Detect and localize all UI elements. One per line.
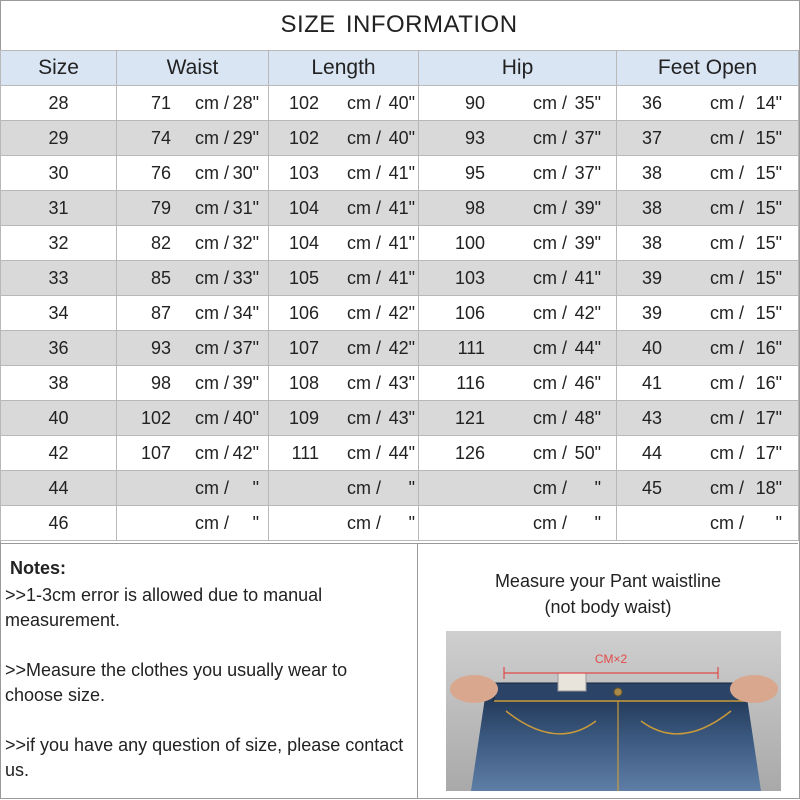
- hip-cm-value: 98: [464, 197, 485, 218]
- hip-cell: [419, 436, 617, 471]
- waist-cm-value: 82: [150, 232, 171, 253]
- feet-cell: [617, 506, 799, 541]
- feet-cell: [617, 156, 799, 191]
- page-title: [0, 0, 798, 51]
- table-row: [1, 471, 799, 506]
- size-cell: 42: [1, 436, 117, 471]
- feet-cm-value: 38: [641, 197, 662, 218]
- waist-unit-separator: cm /: [195, 407, 229, 428]
- waist-inch-value: 40": [232, 407, 259, 428]
- feet-inch-value: 16": [755, 372, 782, 393]
- size-cell: 30: [1, 156, 117, 191]
- feet-inch-value: 17": [755, 407, 782, 428]
- waist-unit-separator: cm /: [195, 372, 229, 393]
- waist-unit-separator: cm /: [195, 267, 229, 288]
- length-cell: [269, 401, 419, 436]
- length-inch-value: 43": [388, 372, 415, 393]
- hip-unit-separator: cm /: [533, 162, 567, 183]
- length-unit-separator: cm /: [347, 92, 381, 113]
- waist-cell: [117, 121, 269, 156]
- length-inch-value: 40": [388, 127, 415, 148]
- hip-cell: [419, 506, 617, 541]
- length-inch-value: 41": [388, 267, 415, 288]
- hip-unit-separator: cm /: [533, 512, 567, 533]
- feet-cm-value: 39: [641, 267, 662, 288]
- hip-cm-value: 90: [464, 92, 485, 113]
- notes-panel: [0, 544, 418, 798]
- waist-cm-value: 93: [150, 337, 171, 358]
- waist-inch-value: ": [252, 477, 259, 498]
- measure-label: CM×2: [594, 652, 628, 666]
- size-cell: 32: [1, 226, 117, 261]
- length-unit-separator: cm /: [347, 372, 381, 393]
- hip-cell: [419, 121, 617, 156]
- length-cm-value: 106: [288, 302, 319, 323]
- waist-inch-value: 42": [232, 442, 259, 463]
- title-word-2: INFORMATION: [345, 11, 518, 38]
- hip-unit-separator: cm /: [533, 302, 567, 323]
- size-cell: 40: [1, 401, 117, 436]
- waist-cm-value: 76: [150, 162, 171, 183]
- feet-unit-separator: cm /: [710, 127, 744, 148]
- length-unit-separator: cm /: [347, 337, 381, 358]
- feet-inch-value: 14": [755, 92, 782, 113]
- hip-inch-value: 48": [574, 407, 601, 428]
- table-row: [1, 506, 799, 541]
- waist-cm-value: 87: [150, 302, 171, 323]
- table-row: [1, 436, 799, 471]
- table-row: [1, 261, 799, 296]
- size-cell: 44: [1, 471, 117, 506]
- feet-cell: [617, 331, 799, 366]
- length-cm-value: 102: [288, 92, 319, 113]
- hip-cell: [419, 296, 617, 331]
- waist-inch-value: 30": [232, 162, 259, 183]
- waist-unit-separator: cm /: [195, 232, 229, 253]
- measure-caption-line-1: Measure your Pant waistline: [494, 571, 722, 591]
- waist-inch-value: 29": [232, 127, 259, 148]
- feet-cell: [617, 471, 799, 506]
- length-cell: [269, 226, 419, 261]
- table-row: [1, 191, 799, 226]
- feet-unit-separator: cm /: [710, 162, 744, 183]
- feet-cell: [617, 121, 799, 156]
- size-cell: 31: [1, 191, 117, 226]
- length-unit-separator: cm /: [347, 477, 381, 498]
- title-word-1: SIZE: [280, 11, 336, 38]
- waist-inch-value: 37": [232, 337, 259, 358]
- size-cell: 33: [1, 261, 117, 296]
- size-cell: 34: [1, 296, 117, 331]
- waist-cell: [117, 296, 269, 331]
- waist-unit-separator: cm /: [195, 197, 229, 218]
- hip-inch-value: 41": [574, 267, 601, 288]
- right-hand: [730, 675, 778, 703]
- waist-unit-separator: cm /: [195, 337, 229, 358]
- hip-cm-value: 100: [454, 232, 485, 253]
- hip-cm-value: 121: [454, 407, 485, 428]
- hip-cell: [419, 366, 617, 401]
- length-cm-value: 105: [288, 267, 319, 288]
- feet-cell: [617, 261, 799, 296]
- feet-cm-value: 44: [641, 442, 662, 463]
- header-length: Length: [269, 51, 419, 86]
- waist-cm-value: 107: [140, 442, 171, 463]
- length-unit-separator: cm /: [347, 162, 381, 183]
- waist-cell: [117, 226, 269, 261]
- hip-unit-separator: cm /: [533, 372, 567, 393]
- waist-cm-value: 74: [150, 127, 171, 148]
- feet-inch-value: 15": [755, 267, 782, 288]
- length-cm-value: 107: [288, 337, 319, 358]
- waist-inch-value: 31": [232, 197, 259, 218]
- length-inch-value: ": [408, 512, 415, 533]
- measure-panel: [418, 544, 798, 798]
- feet-cell: [617, 296, 799, 331]
- feet-inch-value: 15": [755, 127, 782, 148]
- size-table: [0, 50, 799, 541]
- size-cell: 38: [1, 366, 117, 401]
- feet-cell: [617, 191, 799, 226]
- measure-caption-line-2: (not body waist): [544, 597, 672, 617]
- hip-cell: [419, 191, 617, 226]
- feet-inch-value: 17": [755, 442, 782, 463]
- measure-caption: [418, 568, 798, 620]
- size-cell: 46: [1, 506, 117, 541]
- feet-inch-value: 16": [755, 337, 782, 358]
- hip-cell: [419, 226, 617, 261]
- hip-cm-value: 103: [454, 267, 485, 288]
- size-cell: 29: [1, 121, 117, 156]
- left-hand: [450, 675, 498, 703]
- note-item: >>if you have any question of size, please contact us.: [5, 735, 404, 780]
- hip-inch-value: 39": [574, 232, 601, 253]
- length-inch-value: 41": [388, 232, 415, 253]
- length-cell: [269, 261, 419, 296]
- feet-cm-value: 39: [641, 302, 662, 323]
- length-inch-value: 43": [388, 407, 415, 428]
- hip-inch-value: 50": [574, 442, 601, 463]
- waist-cell: [117, 261, 269, 296]
- feet-cm-value: 43: [641, 407, 662, 428]
- waist-cell: [117, 401, 269, 436]
- table-row: [1, 121, 799, 156]
- waist-inch-value: 39": [232, 372, 259, 393]
- length-unit-separator: cm /: [347, 512, 381, 533]
- hip-cell: [419, 156, 617, 191]
- hip-unit-separator: cm /: [533, 407, 567, 428]
- feet-cell: [617, 226, 799, 261]
- jeans-waist-photo: [446, 631, 781, 791]
- hip-inch-value: 42": [574, 302, 601, 323]
- length-cell: [269, 366, 419, 401]
- feet-unit-separator: cm /: [710, 232, 744, 253]
- header-size: Size: [1, 51, 117, 86]
- jeans-shape: [471, 691, 761, 791]
- waist-cm-value: 79: [150, 197, 171, 218]
- note-item: >>Measure the clothes you usually wear to choose size.: [5, 660, 348, 705]
- hip-cm-value: 95: [464, 162, 485, 183]
- length-cm-value: 103: [288, 162, 319, 183]
- length-unit-separator: cm /: [347, 442, 381, 463]
- table-row: [1, 366, 799, 401]
- waist-unit-separator: cm /: [195, 162, 229, 183]
- waist-inch-value: 28": [232, 92, 259, 113]
- length-cell: [269, 296, 419, 331]
- feet-cm-value: 40: [641, 337, 662, 358]
- waist-cell: [117, 506, 269, 541]
- length-inch-value: 40": [388, 92, 415, 113]
- length-cell: [269, 331, 419, 366]
- length-cm-value: 108: [288, 372, 319, 393]
- hip-inch-value: 44": [574, 337, 601, 358]
- header-waist: Waist: [117, 51, 269, 86]
- waist-unit-separator: cm /: [195, 512, 229, 533]
- feet-unit-separator: cm /: [710, 512, 744, 533]
- length-cell: [269, 191, 419, 226]
- table-row: [1, 86, 799, 121]
- waist-cell: [117, 471, 269, 506]
- waist-inch-value: ": [252, 512, 259, 533]
- length-inch-value: 41": [388, 197, 415, 218]
- waist-unit-separator: cm /: [195, 477, 229, 498]
- feet-cell: [617, 366, 799, 401]
- table-row: [1, 401, 799, 436]
- waist-unit-separator: cm /: [195, 127, 229, 148]
- hip-inch-value: 37": [574, 162, 601, 183]
- hip-inch-value: ": [594, 477, 601, 498]
- waist-cell: [117, 436, 269, 471]
- waist-cell: [117, 331, 269, 366]
- waist-cm-value: 102: [140, 407, 171, 428]
- length-unit-separator: cm /: [347, 302, 381, 323]
- feet-cm-value: 45: [641, 477, 662, 498]
- waist-inch-value: 34": [232, 302, 259, 323]
- feet-unit-separator: cm /: [710, 442, 744, 463]
- hip-unit-separator: cm /: [533, 92, 567, 113]
- table-row: [1, 331, 799, 366]
- hip-cell: [419, 86, 617, 121]
- note-item: >>1-3cm error is allowed due to manual measurement.: [5, 585, 323, 630]
- table-row: [1, 296, 799, 331]
- waist-cm-value: 98: [150, 372, 171, 393]
- length-cm-value: 102: [288, 127, 319, 148]
- length-cell: [269, 471, 419, 506]
- length-cm-value: 111: [291, 442, 319, 463]
- feet-cell: [617, 86, 799, 121]
- length-cell: [269, 156, 419, 191]
- table-row: [1, 226, 799, 261]
- feet-unit-separator: cm /: [710, 92, 744, 113]
- hip-unit-separator: cm /: [533, 477, 567, 498]
- hip-unit-separator: cm /: [533, 232, 567, 253]
- hip-cm-value: 106: [454, 302, 485, 323]
- feet-cm-value: 38: [641, 162, 662, 183]
- header-feet-open: Feet Open: [617, 51, 799, 86]
- notes-heading: Notes:: [10, 558, 67, 578]
- bottom-section: [0, 543, 798, 798]
- hip-cell: [419, 471, 617, 506]
- length-inch-value: ": [408, 477, 415, 498]
- length-cm-value: 104: [288, 232, 319, 253]
- size-cell: 36: [1, 331, 117, 366]
- length-cell: [269, 121, 419, 156]
- length-cm-value: 104: [288, 197, 319, 218]
- table-row: [1, 156, 799, 191]
- hip-cell: [419, 331, 617, 366]
- feet-cell: [617, 401, 799, 436]
- hip-cm-value: 111: [457, 337, 485, 358]
- feet-inch-value: 15": [755, 232, 782, 253]
- feet-inch-value: 15": [755, 197, 782, 218]
- length-inch-value: 42": [388, 337, 415, 358]
- feet-cell: [617, 436, 799, 471]
- hip-inch-value: 37": [574, 127, 601, 148]
- waist-cell: [117, 191, 269, 226]
- feet-unit-separator: cm /: [710, 267, 744, 288]
- waist-unit-separator: cm /: [195, 442, 229, 463]
- length-cm-value: 109: [288, 407, 319, 428]
- table-header-row: [1, 51, 799, 86]
- feet-unit-separator: cm /: [710, 407, 744, 428]
- feet-cm-value: 38: [641, 232, 662, 253]
- hip-inch-value: 46": [574, 372, 601, 393]
- length-inch-value: 44": [388, 442, 415, 463]
- hip-unit-separator: cm /: [533, 197, 567, 218]
- feet-cm-value: 41: [641, 372, 662, 393]
- feet-inch-value: 18": [755, 477, 782, 498]
- hip-inch-value: 39": [574, 197, 601, 218]
- feet-inch-value: 15": [755, 162, 782, 183]
- length-unit-separator: cm /: [347, 407, 381, 428]
- header-hip: Hip: [419, 51, 617, 86]
- length-inch-value: 42": [388, 302, 415, 323]
- length-cell: [269, 436, 419, 471]
- feet-inch-value: ": [775, 512, 782, 533]
- waist-unit-separator: cm /: [195, 302, 229, 323]
- hip-unit-separator: cm /: [533, 337, 567, 358]
- waist-cm-value: 71: [150, 92, 171, 113]
- length-unit-separator: cm /: [347, 232, 381, 253]
- feet-unit-separator: cm /: [710, 372, 744, 393]
- waist-inch-value: 32": [232, 232, 259, 253]
- feet-cm-value: 37: [641, 127, 662, 148]
- feet-inch-value: 15": [755, 302, 782, 323]
- waist-cell: [117, 86, 269, 121]
- feet-unit-separator: cm /: [710, 337, 744, 358]
- waist-inch-value: 33": [232, 267, 259, 288]
- length-unit-separator: cm /: [347, 267, 381, 288]
- hip-cell: [419, 401, 617, 436]
- length-unit-separator: cm /: [347, 127, 381, 148]
- waist-cell: [117, 366, 269, 401]
- hip-inch-value: ": [594, 512, 601, 533]
- hip-cm-value: 126: [454, 442, 485, 463]
- hip-cm-value: 93: [464, 127, 485, 148]
- length-cell: [269, 506, 419, 541]
- length-inch-value: 41": [388, 162, 415, 183]
- feet-unit-separator: cm /: [710, 477, 744, 498]
- hip-unit-separator: cm /: [533, 127, 567, 148]
- hip-cell: [419, 261, 617, 296]
- length-unit-separator: cm /: [347, 197, 381, 218]
- feet-cm-value: 36: [641, 92, 662, 113]
- hip-cm-value: 116: [456, 372, 485, 393]
- length-cell: [269, 86, 419, 121]
- hip-inch-value: 35": [574, 92, 601, 113]
- size-cell: 28: [1, 86, 117, 121]
- waist-cell: [117, 156, 269, 191]
- hip-unit-separator: cm /: [533, 442, 567, 463]
- hip-unit-separator: cm /: [533, 267, 567, 288]
- feet-unit-separator: cm /: [710, 302, 744, 323]
- waist-unit-separator: cm /: [195, 92, 229, 113]
- waist-cm-value: 85: [150, 267, 171, 288]
- feet-unit-separator: cm /: [710, 197, 744, 218]
